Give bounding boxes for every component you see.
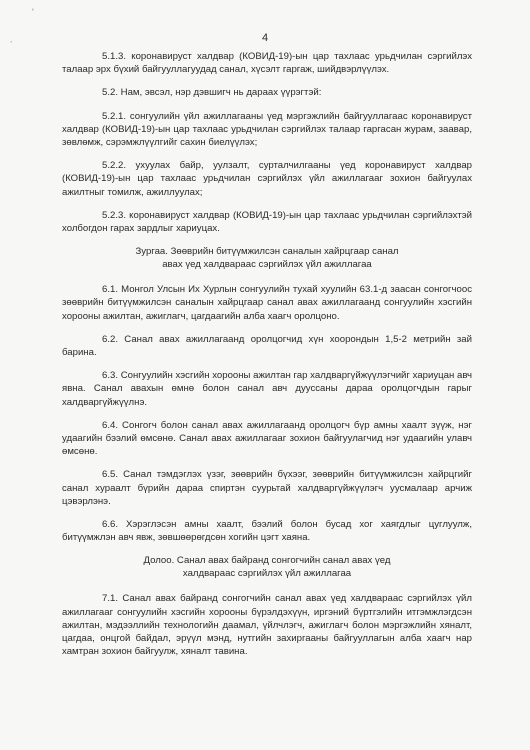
section-heading-7-line1: Долоо. Санал авах байранд сонгогчийн санал авах үед (143, 555, 391, 567)
clause-6-6: 6.6. Хэрэглэсэн амны хаалт, бээлий болон бусад хог хаягдлыг цуглуулж, битүүмжлэн авч явж, зөвшөөрөгдсөн хогийн цэгт хаяна. (62, 519, 472, 544)
section-heading-6-line2: авах үед халдвараас сэргийлэх үйл ажиллагаа (162, 259, 372, 271)
clause-6-1: 6.1. Монгол Улсын Их Хурлын сонгуулийн тухай хуулийн 63.1-д заасан сонгогчоос зөөврийн битүүмжилсэн саналын хайрцгаар санал авах ажиллагаанд сонгуулийн хэсгийн хорооны ажилтан, ажиглагч, цагдаагийн алба хаагч оролцоно. (62, 284, 472, 322)
margin-mark-top: ʼ (32, 8, 34, 17)
clause-6-3: 6.3. Сонгуулийн хэсгийн хорооны ажилтан гар халдваргүйжүүлэгчийг хариуцан авч явна. Санал авахын өмнө болон санал авч дууссаны дараа оролцогчдын гарыг халдваргүйжүүлнэ. (62, 370, 472, 408)
section-heading-6-line1: Зургаа. Зөөврийн битүүмжилсэн саналын хайрцгаар санал (135, 246, 399, 258)
margin-mark-left: ˎ (10, 34, 13, 43)
clause-6-4: 6.4. Сонгогч болон санал авах ажиллагаанд оролцогч бүр амны хаалт зүүж, нэг удаагийн бээлий өмсөнө. Санал авах ажиллагааг зохион байгуулагчид нэг удаагийн улавч өмсөнө. (62, 419, 472, 458)
page-number: 4 (261, 32, 269, 44)
clause-6-2: 6.2. Санал авах ажиллагаанд оролцогчид хүн хоорондын 1,5-2 метрийн зай барина. (62, 333, 472, 359)
document-body (62, 50, 472, 669)
section-heading-7-line2: халдвараас сэргийлэх үйл ажиллагаа (182, 568, 352, 580)
clause-5-2-2: 5.2.2. ухуулах байр, уулзалт, сурталчилгааны үед коронавируст халдвар (КОВИД-19)-ын цар тахлаас урьдчилан сэргийлэх үйл ажиллагааг зохион байгуулах ажилтныг томилж, ажиллуулах; (62, 160, 472, 198)
section-heading-6 (62, 245, 472, 271)
clause-5-1-3: 5.1.3. коронавируст халдвар (КОВИД-19)-ын цар тахлаас урьдчилан сэргийлэх талаар эрх бүхий байгууллагуудад санал, хүсэлт гаргаж, шийдвэрлүүлэх. (62, 51, 472, 76)
clause-6-5: 6.5. Санал тэмдэглэх үзэг, зөөврийн бүхээг, зөөврийн битүүмжилсэн хайрцгийг санал хураалт бүрийн дараа спиртэн суурьтай халдваргүйжүүлэгч уусмалаар арчиж цэвэрлэнэ. (62, 469, 472, 507)
clause-5-2-3: 5.2.3. коронавируст халдвар (КОВИД-19)-ын цар тахлаас урьдчилан сэргийлэхтэй холбогдон гарах зардлыг хариуцах. (62, 209, 472, 235)
clause-7-1: 7.1. Санал авах байранд сонгогчийн санал авах үед халдвараас сэргийлэх үйл ажиллагааг сонгуулийн хэсгийн хорооны бүрэлдэхүүн, иргэний бүртгэлийн итгэмжлэгдсэн ажилтан, мэдээллийн технологийн даамал, үйлчлэгч, ажиглагч болон мэргэжлийн хяналт, цагдаа, онцгой байдал, эрүүл мэнд, нутгийн захиргааны байгууллагын алба хаагч нар хамтран зохион байгуулж, хяналт тавина. (62, 593, 472, 658)
section-heading-7 (62, 554, 472, 580)
clause-5-2-1: 5.2.1. сонгуулийн үйл ажиллагааны үед мэргэжлийн байгууллагаас коронавируст халдвар (КОВИД-19)-ын цар тахлаас урьдчилан сэргийлэх талаар гаргасан журам, заавар, зөвлөмж, сэрэмжлүүлгийг сахин биелүүлэх; (62, 110, 472, 149)
clause-5-2: 5.2. Нам, эвсэл, нэр дэвшигч нь дараах үүрэгтэй: (102, 87, 322, 99)
